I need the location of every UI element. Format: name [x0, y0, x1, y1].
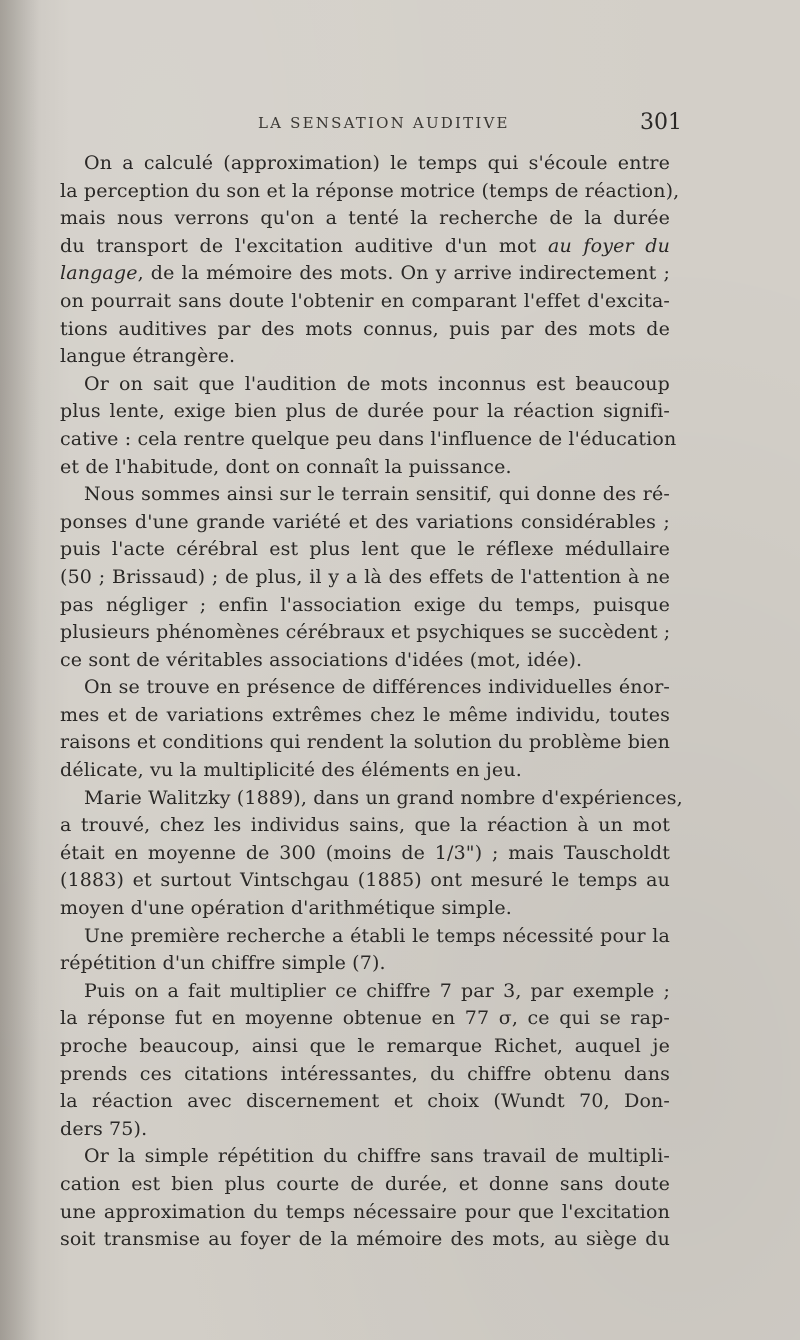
text-line: on pourrait sans doute l'obtenir en comparant l'effet d'excita- [60, 289, 670, 312]
text-line: cation est bien plus courte de durée, et donne sans doute [60, 1172, 670, 1195]
text-line: a trouvé, chez les individus sains, que la réaction à un mot [60, 814, 670, 837]
text-line: On se trouve en présence de différences individuelles énor- [84, 676, 670, 699]
text-line: langue étrangère. [60, 345, 236, 368]
text-line: la perception du son et la réponse motrice (temps de réaction), [60, 179, 680, 202]
text-body [60, 150, 683, 1254]
text-segment: , de la mémoire des mots. On y arrive indirectement ; [137, 262, 670, 285]
text-line: Nous sommes ainsi sur le terrain sensitif, qui donne des ré- [84, 483, 670, 506]
text-line [60, 233, 670, 261]
text-line: la réponse fut en moyenne obtenue en 77 σ, ce qui se rap- [60, 1007, 670, 1030]
text-line: soit transmise au foyer de la mémoire des mots, au siège du [60, 1228, 670, 1251]
text-line: ce sont de véritables associations d'idées (mot, idée). [60, 648, 583, 671]
text-line: répétition d'un chiffre simple (7). [60, 952, 386, 975]
text-line: Puis on a fait multiplier ce chiffre 7 par 3, par exemple ; [84, 979, 670, 1002]
page-header [0, 110, 800, 140]
page-number: 301 [640, 110, 682, 135]
text-line: (1883) et surtout Vintschgau (1885) ont mesuré le temps au [60, 869, 670, 892]
binding-shadow [0, 0, 40, 1340]
text-segment: du transport de l'excitation auditive d'un mot [60, 234, 548, 257]
text-line [60, 260, 670, 288]
text-line: mais nous verrons qu'on a tenté la recherche de la durée [60, 207, 670, 230]
text-line: Or la simple répétition du chiffre sans travail de multipli- [84, 1145, 670, 1168]
text-line: proche beaucoup, ainsi que le remarque Richet, auquel je [60, 1035, 670, 1057]
text-line: moyen d'une opération d'arithmétique simple. [60, 897, 512, 920]
text-line: la réaction avec discernement et choix (Wundt 70, Don- [60, 1090, 670, 1113]
text-line: une approximation du temps nécessaire pour que l'excitation [60, 1200, 670, 1223]
text-line: et de l'habitude, dont on connaît la puissance. [60, 455, 512, 478]
text-line: raisons et conditions qui rendent la solution du problème bien [60, 731, 671, 754]
text-line: ponses d'une grande variété et des variations considérables ; [60, 510, 670, 533]
running-head: LA SENSATION AUDITIVE [258, 114, 510, 132]
text-line: puis l'acte cérébral est plus lent que le réflexe médullaire [60, 538, 670, 561]
text-line: Une première recherche a établi le temps nécessité pour la [84, 924, 670, 947]
text-line: On a calculé (approximation) le temps qui s'écoule entre [84, 152, 670, 174]
italic-text: au foyer du [547, 234, 670, 257]
italic-text: langage [60, 262, 138, 285]
text-line: mes et de variations extrêmes chez le même individu, toutes [60, 703, 670, 726]
text-line: cative : cela rentre quelque peu dans l'influence de l'éducation [60, 427, 677, 450]
text-line: (50 ; Brissaud) ; de plus, il y a là des effets de l'attention à ne [60, 565, 670, 588]
text-line: Marie Walitzky (1889), dans un grand nombre d'expériences, [84, 786, 683, 809]
text-line: était en moyenne de 300 (moins de 1/3") ; mais Tauscholdt [60, 841, 670, 864]
text-line: Or on sait que l'audition de mots inconnus est beaucoup [84, 372, 670, 395]
text-line: plus lente, exige bien plus de durée pour la réaction signifi- [60, 400, 670, 423]
text-line: pas négliger ; enfin l'association exige du temps, puisque [60, 593, 670, 616]
text-line: plusieurs phénomènes cérébraux et psychiques se succèdent ; [60, 621, 671, 644]
text-line: délicate, vu la multiplicité des éléments en jeu. [60, 759, 522, 782]
text-line: tions auditives par des mots connus, puis par des mots de [60, 317, 670, 340]
text-line: ders 75). [60, 1117, 148, 1140]
text-line: prends ces citations intéressantes, du chiffre obtenu dans [60, 1062, 670, 1085]
